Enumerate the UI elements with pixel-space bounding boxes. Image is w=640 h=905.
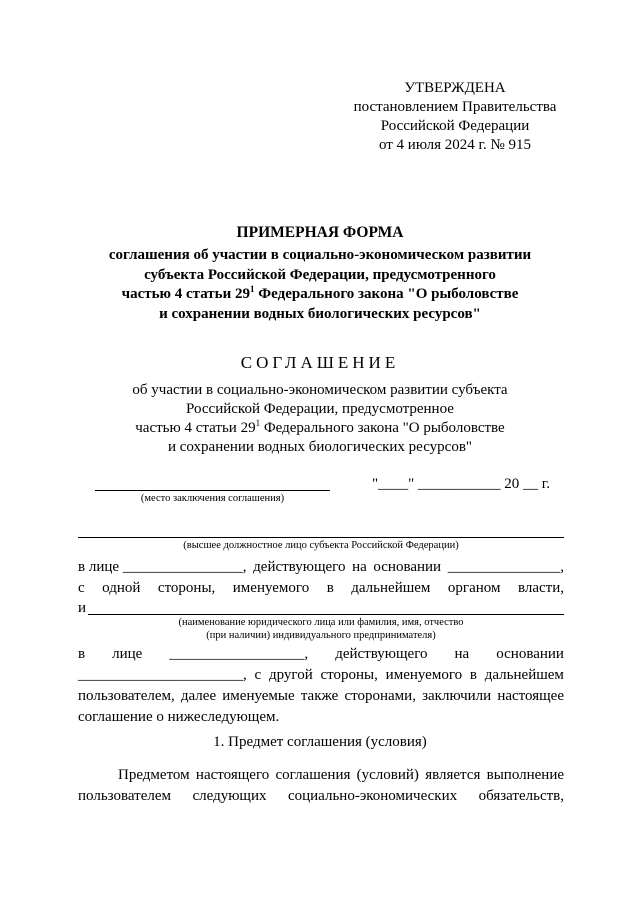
entity-caption-2: (при наличии) индивидуального предпринимателя) xyxy=(206,630,436,641)
word: основании xyxy=(496,646,564,662)
form-subtitle xyxy=(60,246,580,324)
word: настоящее xyxy=(497,688,564,704)
word: сторонами, xyxy=(344,688,416,704)
word: с xyxy=(254,667,262,683)
word: обязательств, xyxy=(478,788,564,804)
word: (условий) xyxy=(356,767,419,783)
word: именуемого xyxy=(232,580,310,596)
agreement-subtitle xyxy=(60,381,580,457)
section-1-row-2 xyxy=(78,788,564,805)
word: одной xyxy=(102,580,141,596)
word: с xyxy=(78,580,85,596)
agreement-subtitle-line-1: об участии в социально-экономическом развитии субъекта xyxy=(132,382,508,398)
word: заключили xyxy=(422,688,492,704)
word: другой xyxy=(268,667,313,683)
section-1-row-1 xyxy=(118,767,564,784)
word: на xyxy=(352,559,367,575)
agreement-subtitle-line-2: Российской Федерации, предусмотренное xyxy=(186,401,454,417)
word: настоящего xyxy=(195,767,270,783)
entity-line xyxy=(88,614,564,615)
date-field: "____" ___________ 20 __ г. xyxy=(372,476,550,492)
agreement-subtitle-line-4: и сохранении водных биологических ресурсов" xyxy=(167,439,473,455)
form-subtitle-sup: 1 xyxy=(250,284,255,294)
official-line xyxy=(78,537,564,538)
word: в xyxy=(78,646,86,662)
form-subtitle-line-4: и сохранении водных биологических ресурсов" xyxy=(159,305,481,322)
approval-line-1: УТВЕРЖДЕНА xyxy=(404,80,506,96)
entity-prefix: и xyxy=(78,600,87,616)
approval-line-4: от 4 июля 2024 г. № 915 xyxy=(378,137,532,153)
word: дальнейшем xyxy=(484,667,564,683)
word: власти, xyxy=(517,580,564,596)
approval-line-2: постановлением Правительства xyxy=(353,99,557,115)
agreement-subtitle-line-3 xyxy=(60,419,580,438)
word: именуемого xyxy=(385,667,463,683)
form-title: ПРИМЕРНАЯ ФОРМА xyxy=(236,224,404,241)
word: в лице ________________, xyxy=(78,559,247,575)
word: действующего xyxy=(253,559,346,575)
word: органом xyxy=(447,580,501,596)
form-subtitle-line-3 xyxy=(60,285,580,305)
agreement-subtitle-line-3b: Федерального закона "О рыболовстве xyxy=(260,420,505,436)
word: социально-экономических xyxy=(287,788,458,804)
form-subtitle-line-3b: Федерального закона "О рыболовстве xyxy=(254,286,519,302)
word: именуемые xyxy=(222,688,295,704)
word: в xyxy=(326,580,334,596)
form-subtitle-line-2: субъекта Российской Федерации, предусмотренного xyxy=(144,266,496,283)
agreement-subtitle-line-3a: частью 4 статьи 29 xyxy=(135,420,256,436)
word: стороны, xyxy=(157,580,216,596)
body-row-4 xyxy=(78,646,564,663)
form-subtitle-line-1: соглашения об участии в социально-экономическом развитии xyxy=(108,247,532,263)
word: является xyxy=(425,767,481,783)
word: дальнейшем xyxy=(351,580,431,596)
word: выполнение xyxy=(486,767,564,783)
word: Предметом xyxy=(118,767,190,783)
word: действующего xyxy=(335,646,428,662)
agreement-title: СОГЛАШЕНИЕ xyxy=(240,353,400,372)
word: пользователем xyxy=(78,788,171,804)
approval-block xyxy=(345,79,565,155)
body-row-5 xyxy=(78,667,564,684)
word: __________________, xyxy=(169,646,309,662)
approval-line-3: Российской Федерации xyxy=(380,118,530,134)
word: далее xyxy=(180,688,217,704)
word: _______________, xyxy=(447,559,564,575)
place-line xyxy=(95,490,330,491)
word: основании xyxy=(373,559,442,575)
section-1-title: 1. Предмет соглашения (условия) xyxy=(213,734,427,750)
body-row-1 xyxy=(78,559,564,576)
body-row-6 xyxy=(78,688,564,705)
word: соглашения xyxy=(275,767,351,783)
body-row-7: соглашение о нижеследующем. xyxy=(78,709,280,725)
agreement-subtitle-sup: 1 xyxy=(255,418,261,428)
word: также xyxy=(300,688,339,704)
word: стороны, xyxy=(320,667,378,683)
word: пользователем, xyxy=(78,688,175,704)
entity-caption-1: (наименование юридического лица или фамилия, имя, отчество xyxy=(178,617,464,628)
word: на xyxy=(454,646,470,662)
form-subtitle-line-3a: частью 4 статьи 29 xyxy=(121,286,251,302)
official-caption: (высшее должностное лицо субъекта Российской Федерации) xyxy=(183,540,459,551)
body-row-2 xyxy=(78,580,564,597)
word: лице xyxy=(112,646,143,662)
place-caption: (место заключения соглашения) xyxy=(140,493,285,504)
word: ______________________, xyxy=(78,667,247,683)
word: следующих xyxy=(192,788,267,804)
word: в xyxy=(469,667,477,683)
